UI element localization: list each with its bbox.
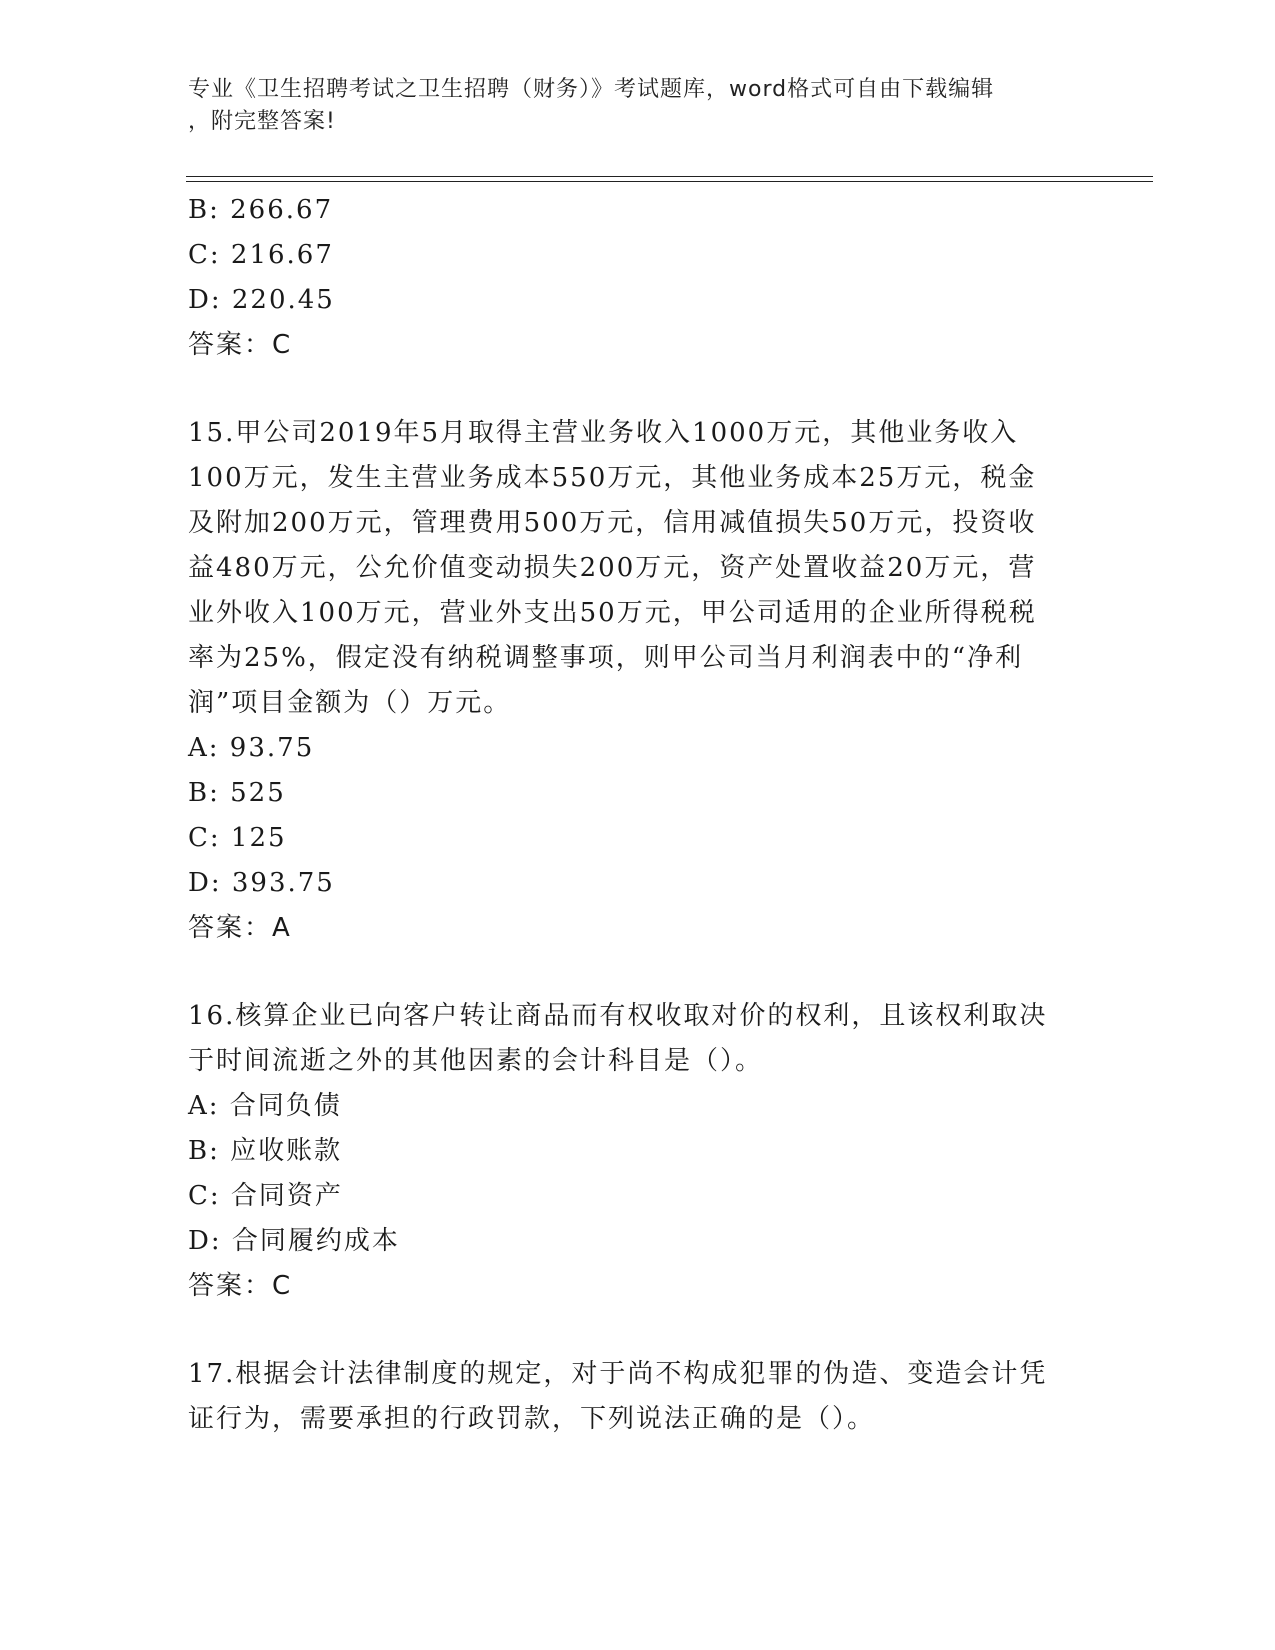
page-header <box>188 74 1068 138</box>
question-16 <box>188 994 1088 1309</box>
option-d: D: 393.75 <box>188 868 335 898</box>
question-text-line: 17.根据会计法律制度的规定，对于尚不构成犯罪的伪造、变造会计凭 <box>188 1359 1048 1389</box>
question-text-line: 及附加200万元，管理费用500万元，信用减值损失50万元，投资收 <box>188 508 1037 538</box>
question-14-tail <box>188 188 1088 368</box>
question-text-line: 业外收入100万元，营业外支出50万元，甲公司适用的企业所得税税 <box>188 598 1037 628</box>
spacer <box>188 1309 1088 1352</box>
question-text-line: 率为25%，假定没有纳税调整事项，则甲公司当月利润表中的“净利 <box>188 643 1024 673</box>
question-15 <box>188 411 1088 951</box>
spacer <box>188 951 1088 994</box>
answer-line: 答案：A <box>188 913 292 943</box>
answer-line: 答案：C <box>188 330 293 360</box>
answer-line: 答案：C <box>188 1271 293 1301</box>
option-a: A: 93.75 <box>188 733 315 763</box>
question-text-line: 于时间流逝之外的其他因素的会计科目是（）。 <box>188 1046 764 1076</box>
option-d: D: 合同履约成本 <box>188 1226 400 1256</box>
question-text-line: 证行为，需要承担的行政罚款，下列说法正确的是（）。 <box>188 1404 876 1434</box>
question-text-line: 15.甲公司2019年5月取得主营业务收入1000万元，其他业务收入 <box>188 418 1019 448</box>
header-line-1: 专业《卫生招聘考试之卫生招聘（财务）》考试题库，word格式可自由下载编辑 <box>188 77 995 102</box>
question-text-line: 润”项目金额为（）万元。 <box>188 688 512 718</box>
spacer <box>188 368 1088 411</box>
option-c: C: 216.67 <box>188 240 334 270</box>
header-line-2: ，附完整答案! <box>188 109 336 134</box>
option-b: B: 266.67 <box>188 195 334 225</box>
question-text-line: 益480万元，公允价值变动损失200万元，资产处置收益20万元，营 <box>188 553 1037 583</box>
question-17 <box>188 1352 1088 1442</box>
option-d: D: 220.45 <box>188 285 335 315</box>
question-text-line: 16.核算企业已向客户转让商品而有权收取对价的权利，且该权利取决 <box>188 1001 1048 1031</box>
header-divider-top <box>186 176 1153 177</box>
option-c: C: 125 <box>188 823 287 853</box>
option-c: C: 合同资产 <box>188 1181 343 1211</box>
question-list <box>188 188 1088 1442</box>
question-text-line: 100万元，发生主营业务成本550万元，其他业务成本25万元，税金 <box>188 463 1037 493</box>
option-b: B: 应收账款 <box>188 1136 343 1166</box>
header-divider-bottom <box>186 181 1153 182</box>
option-a: A: 合同负债 <box>188 1091 342 1121</box>
option-b: B: 525 <box>188 778 286 808</box>
